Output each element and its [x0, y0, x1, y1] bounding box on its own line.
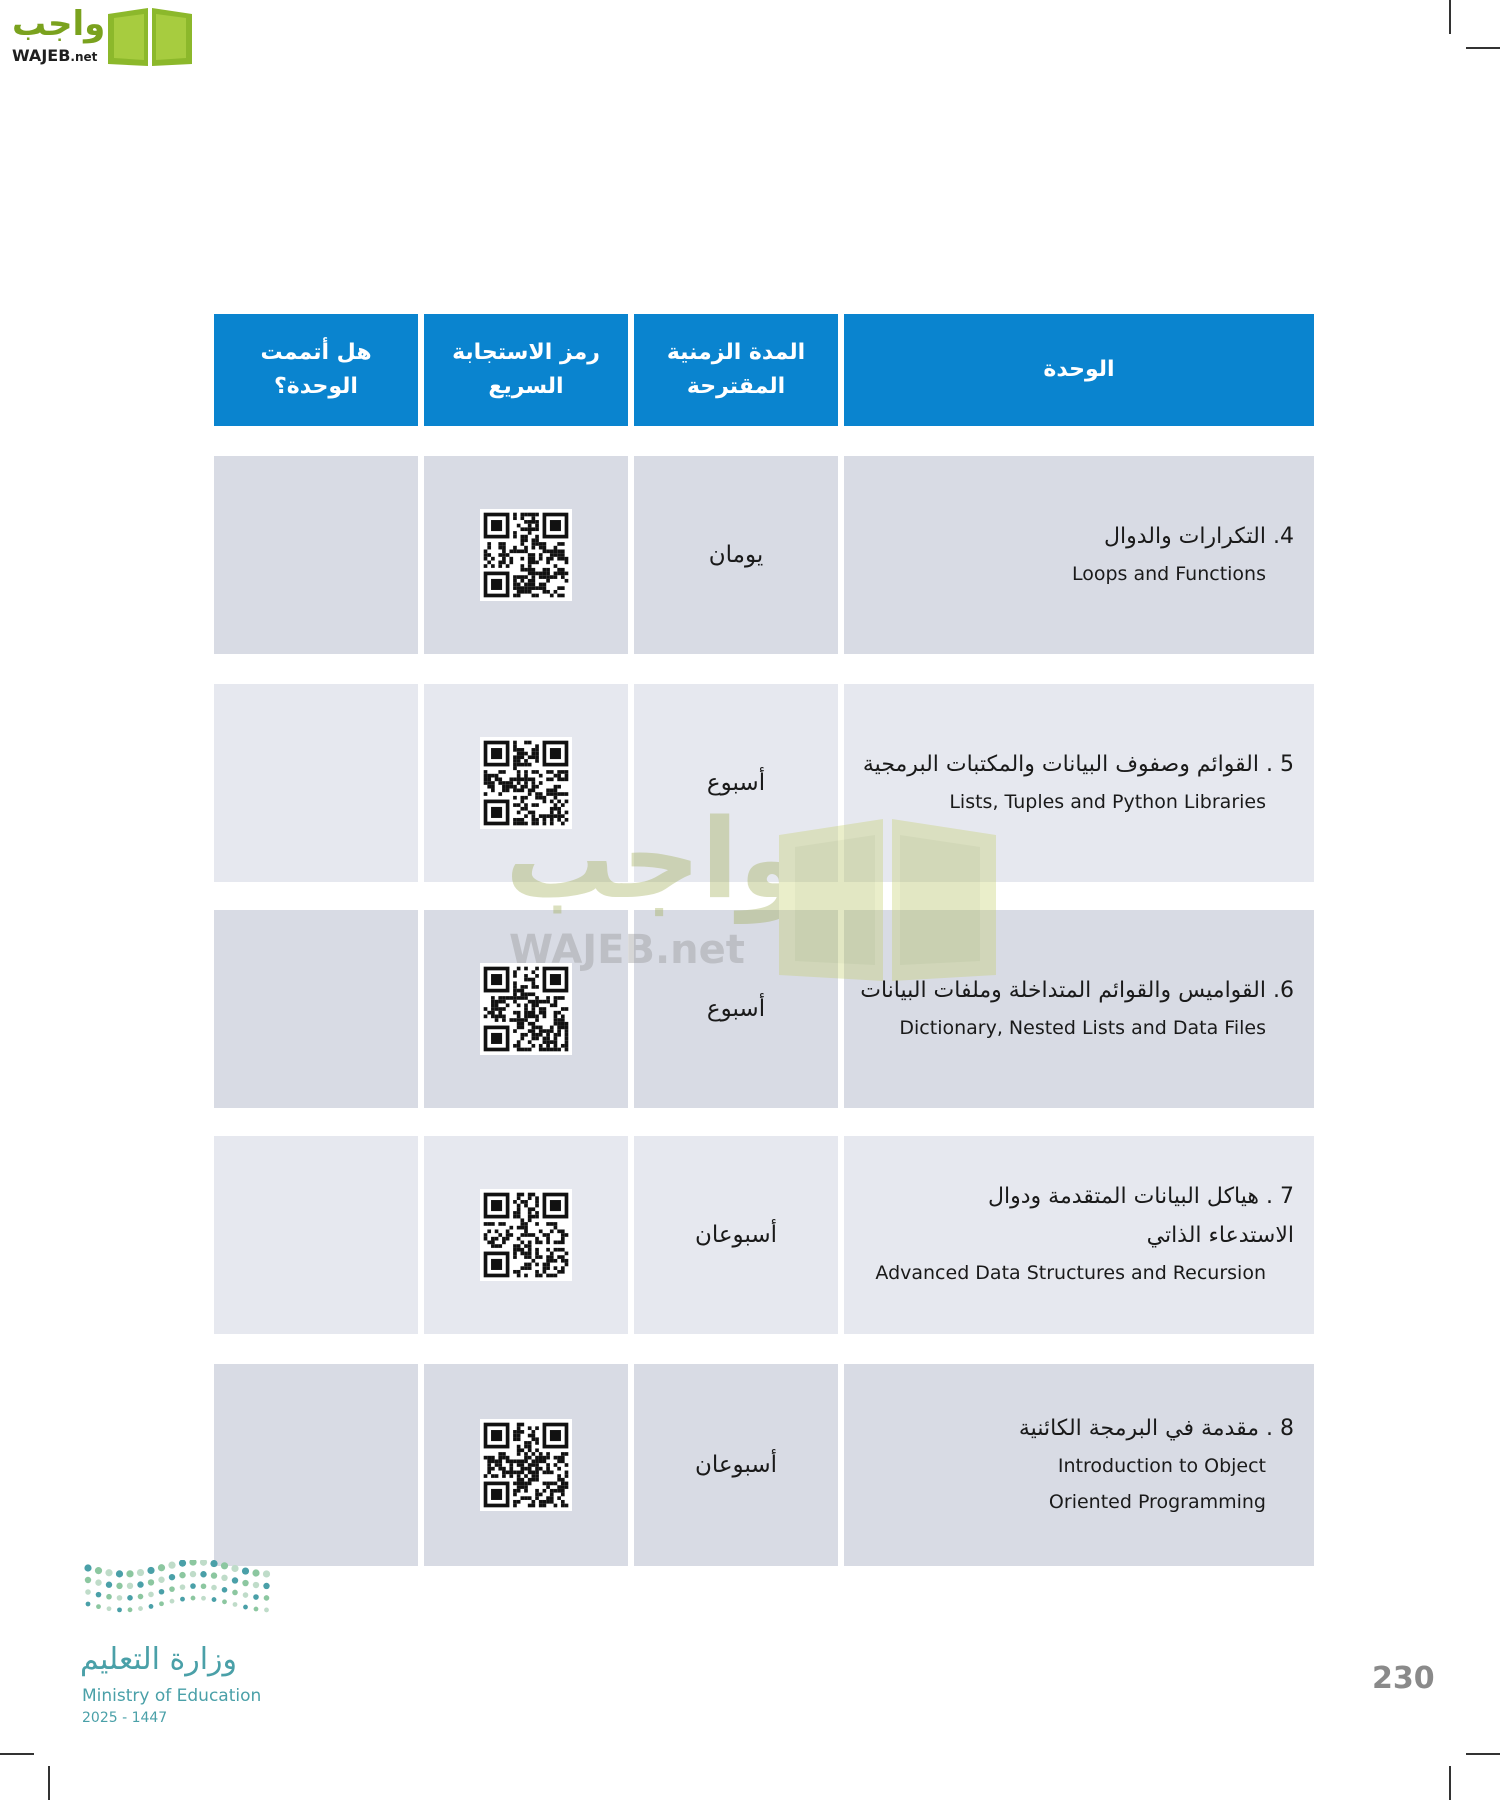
duration-cell: أسبوع	[634, 910, 838, 1108]
qr-cell	[424, 1364, 628, 1566]
qr-code[interactable]	[480, 737, 572, 829]
done-checkbox-cell[interactable]	[214, 684, 418, 882]
crop-mark	[1466, 1753, 1500, 1755]
duration-cell: أسبوعان	[634, 1136, 838, 1334]
qr-code[interactable]	[480, 1419, 572, 1511]
ministry-arabic: وزارة التعليم	[80, 1642, 238, 1677]
table-row	[214, 1364, 1314, 1566]
done-checkbox-cell[interactable]	[214, 910, 418, 1108]
qr-cell	[424, 456, 628, 654]
unit-title-en: Lists, Tuples and Python Libraries	[949, 791, 1266, 814]
unit-title-ar: 8 . مقدمة في البرمجة الكائنية	[1018, 1415, 1294, 1441]
done-checkbox-cell[interactable]	[214, 1136, 418, 1334]
unit-cell	[844, 456, 1314, 654]
unit-title-ar: 4. التكرارات والدوال	[1103, 523, 1294, 549]
done-checkbox-cell[interactable]	[214, 1364, 418, 1566]
logo-arabic: واجب	[12, 4, 106, 44]
unit-title-en: Introduction to Object Oriented Programming	[1048, 1455, 1266, 1514]
header-duration: المدة الزمنية المقترحة	[634, 314, 838, 426]
crop-mark	[48, 1766, 50, 1800]
crop-mark	[1449, 0, 1451, 34]
crop-mark	[0, 1753, 34, 1755]
unit-title-en: Advanced Data Structures and Recursion	[875, 1262, 1266, 1285]
wajeb-logo	[10, 4, 190, 68]
header-done: هل أتممت الوحدة؟	[214, 314, 418, 426]
unit-title-en: Loops and Functions	[1072, 563, 1266, 586]
crop-mark	[1449, 1766, 1451, 1800]
unit-title-en: Dictionary, Nested Lists and Data Files	[899, 1017, 1266, 1040]
crop-mark	[1466, 47, 1500, 49]
header-unit: الوحدة	[844, 314, 1314, 426]
duration-cell: يومان	[634, 456, 838, 654]
unit-cell	[844, 910, 1314, 1108]
page-number: 230	[1372, 1661, 1435, 1696]
qr-code[interactable]	[480, 1189, 572, 1281]
unit-title-ar: 6. القواميس والقوائم المتداخلة وملفات البيانات	[860, 977, 1294, 1003]
ministry-dots-icon	[82, 1560, 272, 1626]
table-row	[214, 910, 1314, 1108]
table-row	[214, 1136, 1314, 1334]
unit-cell	[844, 1364, 1314, 1566]
qr-cell	[424, 1136, 628, 1334]
duration-cell: أسبوع	[634, 684, 838, 882]
book-icon	[106, 6, 194, 68]
qr-code[interactable]	[480, 963, 572, 1055]
qr-code[interactable]	[480, 509, 572, 601]
unit-cell	[844, 1136, 1314, 1334]
table-row	[214, 684, 1314, 882]
watermark-arabic: واجب	[505, 795, 807, 923]
done-checkbox-cell[interactable]	[214, 456, 418, 654]
ministry-english: Ministry of Education	[82, 1686, 262, 1706]
table-row	[214, 456, 1314, 654]
watermark-latin: WAJEB.net	[509, 927, 745, 973]
logo-latin: WAJEB.net	[12, 46, 98, 65]
qr-cell	[424, 684, 628, 882]
unit-title-ar: 5 . القوائم وصفوف البيانات والمكتبات البرمجية	[862, 751, 1294, 777]
unit-title-ar: 7 . هياكل البيانات المتقدمة ودوال الاستدعاء الذاتي	[988, 1184, 1294, 1248]
ministry-logo	[80, 1560, 300, 1730]
duration-cell: أسبوعان	[634, 1364, 838, 1566]
header-qr: رمز الاستجابة السريع	[424, 314, 628, 426]
table-header	[214, 314, 1314, 426]
qr-cell	[424, 910, 628, 1108]
unit-cell	[844, 684, 1314, 882]
ministry-years: 2025 - 1447	[82, 1710, 168, 1726]
